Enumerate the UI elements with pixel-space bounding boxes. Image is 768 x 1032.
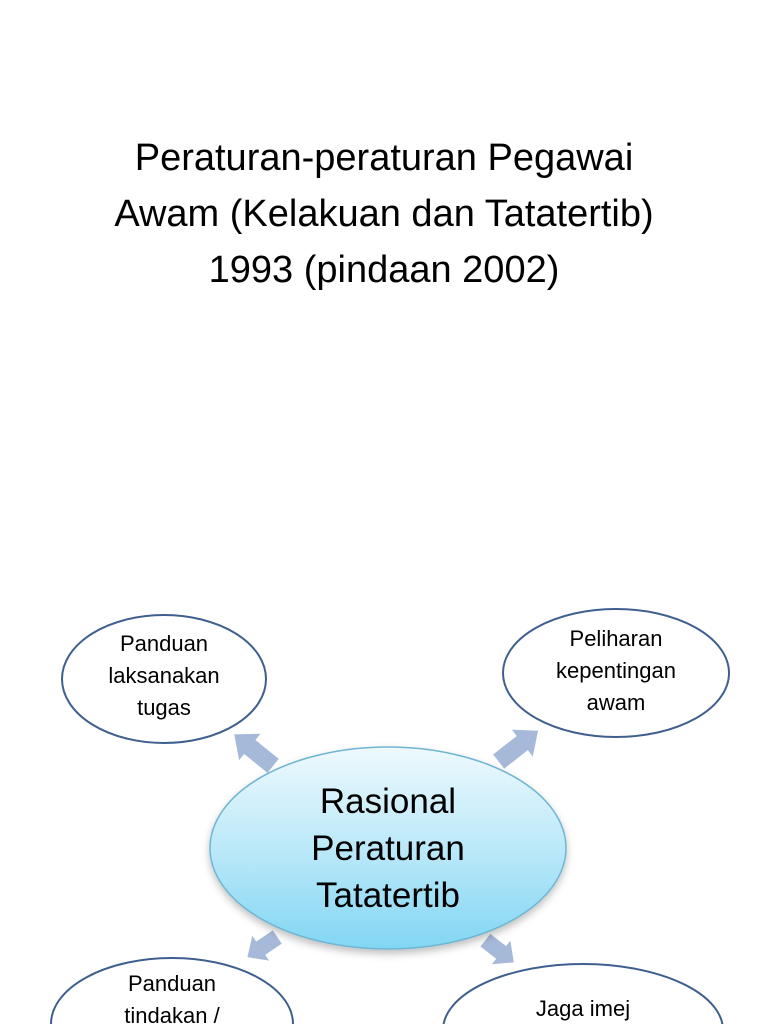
arrow-to-top-right: [488, 717, 548, 775]
center-node-line-2: Peraturan: [311, 829, 465, 868]
center-node-line-1: Rasional: [319, 782, 457, 821]
center-node-line-3: Tatatertib: [316, 876, 460, 915]
node-bottom-left-line-2: tindakan /: [124, 1003, 220, 1028]
node-bottom-left-line-1: Panduan: [127, 971, 217, 996]
node-top-left-line-1: Panduan: [119, 631, 209, 656]
slide-title-line-2: Awam (Kelakuan dan Tatatertib): [114, 193, 654, 235]
node-bottom-right-label: [483, 993, 683, 1025]
node-top-left-line-3: tugas: [137, 695, 191, 720]
slide-title-line-3: 1993 (pindaan 2002): [208, 249, 560, 291]
slide-title-line-1: Peraturan-peraturan Pegawai: [134, 137, 634, 179]
node-top-right-line-3: awam: [586, 690, 646, 715]
node-top-left-line-2: laksanakan: [108, 663, 220, 688]
arrow-to-bottom-left: [239, 925, 286, 970]
arrow-to-bottom-right: [476, 928, 523, 974]
center-node-label: [238, 778, 538, 919]
node-bottom-left-label: [82, 968, 262, 1032]
node-bottom-right-line-1: Jaga imej: [535, 996, 631, 1021]
node-top-left-label: [74, 628, 254, 724]
node-top-right-label: [516, 623, 716, 719]
node-top-right-line-1: Peliharan: [569, 626, 663, 651]
node-top-right-line-2: kepentingan: [556, 658, 676, 683]
